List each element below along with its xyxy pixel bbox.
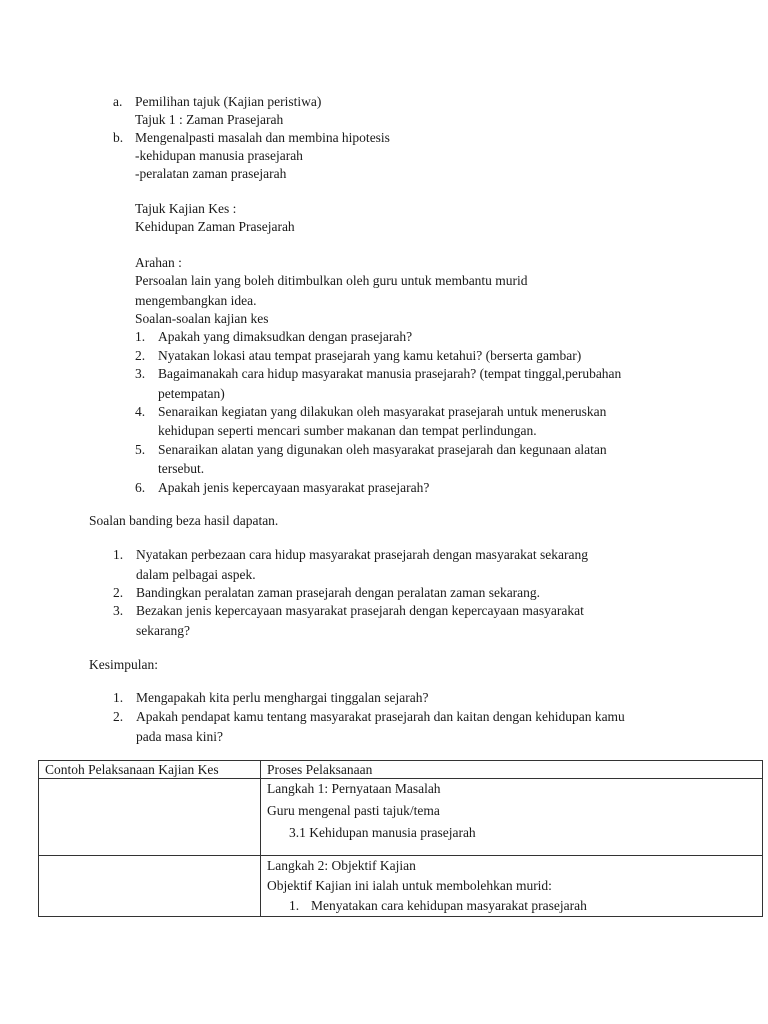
question-text: Apakah jenis kepercayaan masyarakat prasejarah? — [158, 480, 430, 495]
comparison-text: Nyatakan perbezaan cara hidup masyarakat prasejarah dengan masyarakat sekarang — [136, 547, 589, 562]
question-text: Bagaimanakah cara hidup masyarakat manusia prasejarah? (tempat tinggal,perubahan — [158, 366, 622, 381]
question-text: kehidupan seperti mencari sumber makanan dan tempat perlindungan. — [158, 423, 537, 438]
table-header-cell: Proses Pelaksanaan — [261, 761, 763, 779]
question-text: Senaraikan kegiatan yang dilakukan oleh masyarakat prasejarah untuk meneruskan — [158, 404, 607, 419]
section-b-item: -kehidupan manusia prasejarah — [135, 148, 303, 163]
step-text: Guru mengenal pasti tajuk/tema — [267, 803, 440, 818]
step-list-item — [267, 896, 762, 916]
guidance-text: mengembangkan idea. — [135, 293, 257, 308]
comparison-text: sekarang? — [136, 623, 190, 638]
question-text: Nyatakan lokasi atau tempat prasejarah yang kamu ketahui? (berserta gambar) — [158, 348, 582, 363]
question-text: tersebut. — [158, 461, 205, 476]
conclusion-text: pada masa kini? — [136, 729, 223, 744]
question-number: 6. — [135, 480, 146, 495]
section-a-title: Pemilihan tajuk (Kajian peristiwa) — [135, 94, 322, 109]
conclusion-heading: Kesimpulan: — [89, 657, 158, 672]
table-cell — [261, 856, 763, 917]
step-subitem: 3.1 Kehidupan manusia prasejarah — [289, 825, 476, 840]
comparison-number: 1. — [113, 547, 124, 562]
case-title-value: Kehidupan Zaman Prasejarah — [135, 219, 295, 234]
question-text: Senaraikan alatan yang digunakan oleh masyarakat prasejarah dan kegunaan alatan — [158, 442, 607, 457]
step-title: Langkah 2: Objektif Kajian — [267, 858, 416, 873]
step-item-text: Menyatakan cara kehidupan masyarakat prasejarah — [311, 898, 587, 913]
question-text: Apakah yang dimaksudkan dengan prasejarah? — [158, 329, 413, 344]
conclusion-number: 1. — [113, 690, 124, 705]
question-number: 3. — [135, 366, 146, 381]
step-item-number: 1. — [289, 898, 300, 913]
section-b-title: Mengenalpasti masalah dan membina hipotesis — [135, 130, 390, 145]
case-title-label: Tajuk Kajian Kes : — [135, 201, 237, 216]
list-marker-a: a. — [113, 94, 123, 109]
comparison-text: Bandingkan peralatan zaman prasejarah dengan peralatan zaman sekarang. — [136, 585, 541, 600]
table-row — [39, 856, 763, 917]
table-header-cell: Contoh Pelaksanaan Kajian Kes — [39, 761, 261, 779]
conclusion-text: Mengapakah kita perlu menghargai tinggalan sejarah? — [136, 690, 429, 705]
conclusion-text: Apakah pendapat kamu tentang masyarakat prasejarah dan kaitan dengan kehidupan kamu — [136, 709, 625, 724]
comparison-heading: Soalan banding beza hasil dapatan. — [89, 513, 279, 528]
table-row — [39, 779, 763, 856]
section-a-subtitle: Tajuk 1 : Zaman Prasejarah — [135, 112, 284, 127]
guidance-text: Persoalan lain yang boleh ditimbulkan oleh guru untuk membantu murid — [135, 273, 528, 288]
question-number: 2. — [135, 348, 146, 363]
implementation-table — [38, 760, 763, 917]
section-b-item: -peralatan zaman prasejarah — [135, 166, 287, 181]
table-cell-empty — [39, 856, 261, 917]
table-header-row — [39, 761, 763, 779]
table-cell-empty — [39, 779, 261, 856]
question-number: 4. — [135, 404, 146, 419]
guidance-label: Arahan : — [135, 255, 182, 270]
comparison-number: 2. — [113, 585, 124, 600]
question-text: petempatan) — [158, 386, 225, 401]
question-number: 5. — [135, 442, 146, 457]
table-cell — [261, 779, 763, 856]
comparison-text: dalam pelbagai aspek. — [136, 567, 256, 582]
comparison-number: 3. — [113, 603, 124, 618]
step-text: Objektif Kajian ini ialah untuk membolehkan murid: — [267, 878, 552, 893]
question-number: 1. — [135, 329, 146, 344]
conclusion-number: 2. — [113, 709, 124, 724]
questions-label: Soalan-soalan kajian kes — [135, 311, 269, 326]
step-title: Langkah 1: Pernyataan Masalah — [267, 781, 441, 796]
list-marker-b: b. — [113, 130, 124, 145]
comparison-text: Bezakan jenis kepercayaan masyarakat prasejarah dengan kepercayaan masyarakat — [136, 603, 584, 618]
